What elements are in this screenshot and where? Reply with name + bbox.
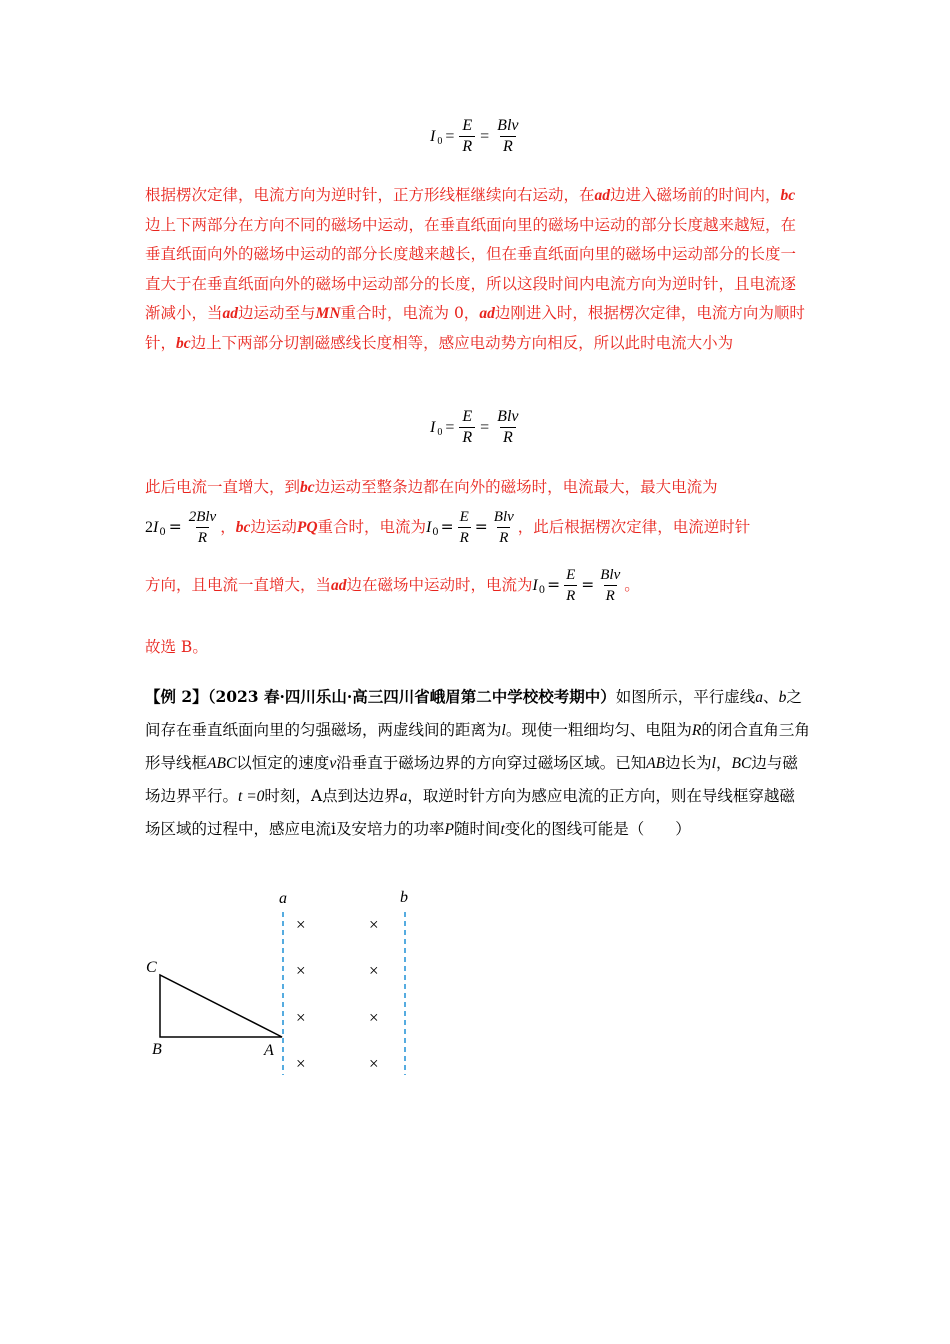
fraction: $\frac{\text{Blv}}{R}$ <box>600 567 621 604</box>
fraction: $\frac{\text{Blv}}{R}$ <box>493 509 514 546</box>
example-tag: 【例 2】 <box>145 687 208 706</box>
vertex-label-a: A <box>264 1042 274 1059</box>
field-cross: × <box>296 1054 306 1073</box>
field-cross: × <box>296 961 306 980</box>
formula-subscript: 0 <box>437 136 443 147</box>
fraction: $\frac{\text{Blv}}{R}$ <box>497 408 519 446</box>
triangle-frame-abc <box>160 975 282 1037</box>
field-cross: × <box>369 1054 379 1073</box>
fraction: $\frac{E}{R}$ <box>566 567 576 604</box>
fraction: $\frac{E}{R}$ <box>459 117 475 156</box>
solution-paragraph-1: 根据楞次定律，电流方向为逆时针，正方形线框继续向右运动，在ad边进入磁场前的时间内，bc边上下两部分在方向不同的磁场中运动，在垂直纸面向里的磁场中运动的部分长度越来越短，在垂直纸面向外的磁场中运动的部分长度越来越长，但在垂直纸面向里的磁场中运动部分的长度一直大于在垂直纸面向外的磁场中运动部分的长度，所以这段时间内电流方向为逆时针，且电流逐渐减小，当ad边运动至与MN重合时，电流为 0，ad边刚进入时，根据楞次定律，电流方向为顺时针，bc边上下两部分切割磁感线长度相等，感应电动势方向相反，所以此时电流大小为 <box>145 186 805 352</box>
fraction: $\frac{E}{R}$ <box>459 509 469 546</box>
formula-current-1: I 0 = $\frac{E}{R}$ = $\frac{\text{Blv}}{R}$ <box>430 117 524 156</box>
fraction: $\frac{\text{Blv}}{R}$ <box>497 117 519 155</box>
answer-line: 故选 B。 <box>145 638 208 656</box>
solution-paragraph-2: 此后电流一直增大，到bc边运动至整条边都在向外的磁场时，电流最大，最大电流为 <box>145 478 718 496</box>
formula-symbol: I <box>430 127 436 145</box>
solution-line-3: 2 I 0 = $\frac{\text{2Blv}}{R}$ ， bc 边运动 PQ 重合时，电流为 I 0 = $\frac{E}{R}$ = $\frac{\text{Blv}}{R}$ ，此后根据楞次定律，电流逆时针 <box>145 509 751 546</box>
vertex-label-c: C <box>146 959 157 976</box>
example-source: （2023 春·四川乐山·高三四川省峨眉第二中学校校考期中） <box>207 687 616 706</box>
vertex-label-b: B <box>152 1041 162 1058</box>
fraction: $\frac{\text{2Blv}}{R}$ <box>188 509 217 546</box>
field-cross: × <box>296 1008 306 1027</box>
field-cross: × <box>369 1008 379 1027</box>
field-cross: × <box>369 915 379 934</box>
boundary-label-b: b <box>400 889 408 906</box>
solution-line-4: 方向，且电流一直增大，当 ad 边在磁场中运动时，电流为 I 0 = $\frac{E}{R}$ = $\frac{\text{Blv}}{R}$ 。 <box>145 567 640 604</box>
formula-current-2: I 0 = $\frac{E}{R}$ = $\frac{\text{Blv}}{R}$ <box>430 408 524 447</box>
example-2-question: 【例 2】（2023 春·四川乐山·高三四川省峨眉第二中学校校考期中）如图所示，平行虚线a、b之间存在垂直纸面向里的匀强磁场，两虚线间的距离为l。现使一粗细均匀、电阻为R的闭合直角三角形导线框ABC以恒定的速度v沿垂直于磁场边界的方向穿过磁场区域。已知AB边长为l，BC边与磁场边界平行。t =0时刻，A点到达边界a，取逆时针方向为感应电流的正方向，则在导线框穿越磁场区域的过程中，感应电流i及安培力的功率P随时间t变化的图线可能是（ ） <box>145 687 810 838</box>
field-cross: × <box>369 961 379 980</box>
field-cross: × <box>296 915 306 934</box>
fraction: $\frac{E}{R}$ <box>459 408 475 447</box>
boundary-label-a: a <box>279 890 287 907</box>
magnetic-field-figure <box>140 880 430 1080</box>
field-cross-marks <box>296 915 379 1073</box>
